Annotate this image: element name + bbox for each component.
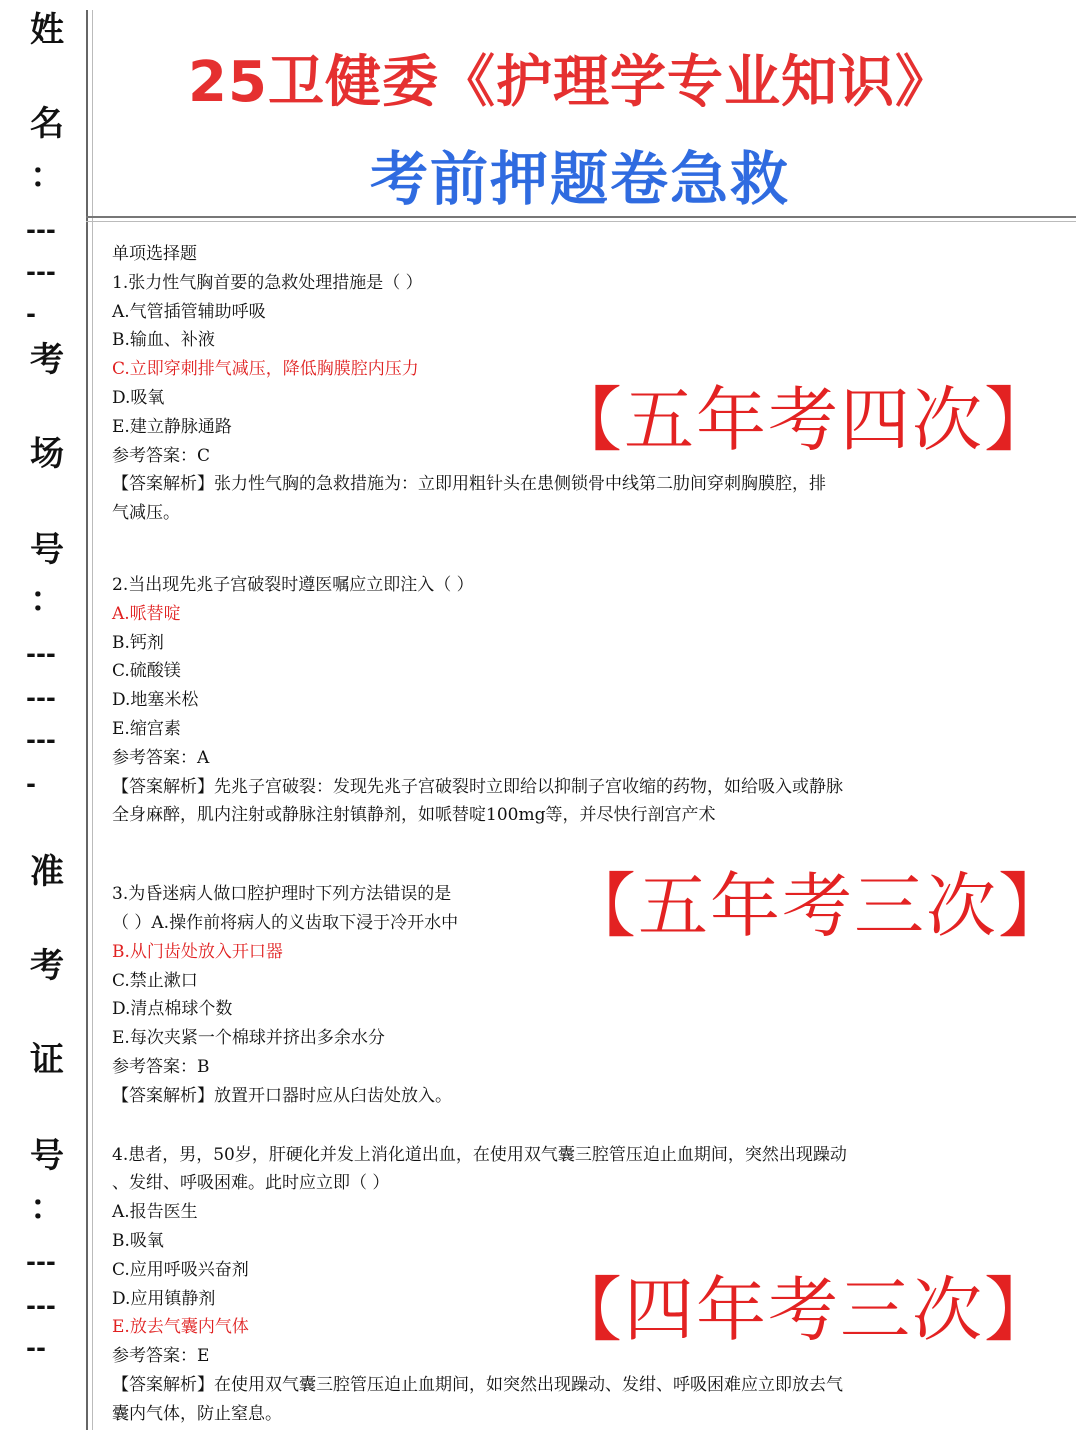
option-a: A.气管插管辅助呼吸: [112, 301, 266, 322]
frequency-stamp-1: 【五年考四次】: [552, 379, 1056, 461]
ticket-label-char: 号: [30, 1136, 64, 1176]
option-b: B.钙剂: [112, 632, 164, 653]
blank-line: ---: [26, 684, 56, 712]
blank-line: ---: [26, 640, 56, 668]
ticket-label-char: ：: [30, 1188, 64, 1228]
ticket-label-char: 准: [30, 852, 64, 892]
option-c: C.禁止漱口: [112, 970, 198, 991]
option-b-correct: B.从门齿处放入开口器: [112, 941, 283, 962]
option-a-correct: A.哌替啶: [112, 603, 181, 624]
blank-line: ---: [26, 726, 56, 754]
ticket-label-char: 证: [30, 1040, 64, 1080]
question-stem-cont: （ ）A.操作前将病人的义齿取下浸于冷开水中: [112, 912, 459, 933]
header-divider: [86, 216, 1076, 218]
binding-strip: [0, 0, 80, 1440]
ticket-label-char: 考: [30, 946, 64, 986]
question-stem: 2.当出现先兆子宫破裂时遵医嘱应立即注入（ ）: [112, 574, 474, 595]
name-label-char: ：: [30, 156, 64, 196]
reference-answer: 参考答案：C: [112, 445, 211, 466]
name-label-char: 姓: [30, 10, 64, 50]
blank-line: -: [26, 770, 36, 798]
option-c: C.硫酸镁: [112, 661, 181, 682]
option-d: D.吸氧: [112, 387, 165, 408]
question-stem: 4.患者，男，50岁，肝硬化并发上消化道出血，在使用双气囊三腔管压迫止血期间，突然出现躁动: [112, 1144, 847, 1165]
exam-room-label-char: 考: [30, 340, 64, 380]
answer-analysis: 【答案解析】放置开口器时应从臼齿处放入。: [112, 1085, 452, 1106]
page-subtitle: 考前押题卷急救: [369, 145, 790, 213]
blank-line: --: [26, 1334, 46, 1362]
answer-analysis: 【答案解析】先兆子宫破裂：发现先兆子宫破裂时立即给以抑制子宫收缩的药物，如给吸入或静脉: [112, 776, 843, 797]
question-2: [112, 571, 932, 830]
option-a: A.报告医生: [112, 1202, 198, 1223]
option-e: E.缩宫素: [112, 718, 181, 739]
answer-analysis-cont: 囊内气体，防止窒息。: [112, 1403, 282, 1424]
reference-answer: 参考答案：A: [112, 747, 210, 768]
section-heading: 单项选择题: [112, 244, 197, 264]
blank-line: ---: [26, 1248, 56, 1276]
option-e-correct: E.放去气囊内气体: [112, 1317, 249, 1338]
question-stem-cont: 、发绀、呼吸困难。此时应立即（ ）: [112, 1173, 390, 1194]
answer-analysis-cont: 全身麻醉，肌内注射或静脉注射镇静剂，如哌替啶100mg等，并尽快行剖宫产术: [112, 805, 716, 826]
option-d: D.地塞米松: [112, 690, 199, 711]
page-title: 25卫健委《护理学专业知识》: [188, 50, 952, 115]
exam-room-label-char: 号: [30, 530, 64, 570]
header-divider-thin: [86, 221, 1076, 222]
option-e: E.每次夹紧一个棉球并挤出多余水分: [112, 1028, 385, 1049]
option-d: D.清点棉球个数: [112, 999, 233, 1020]
reference-answer: 参考答案：B: [112, 1056, 210, 1077]
binding-divider-thin: [92, 10, 93, 1430]
option-c-correct: C.立即穿刺排气减压，降低胸膜腔内压力: [112, 359, 419, 380]
answer-analysis: 【答案解析】在使用双气囊三腔管压迫止血期间，如突然出现躁动、发绀、呼吸困难应立即放去气: [112, 1374, 843, 1395]
frequency-stamp-3: 【四年考三次】: [552, 1269, 1056, 1351]
option-c: C.应用呼吸兴奋剂: [112, 1259, 249, 1280]
question-stem: 3.为昏迷病人做口腔护理时下列方法错误的是: [112, 884, 452, 905]
reference-answer: 参考答案：E: [112, 1346, 210, 1367]
option-d: D.应用镇静剂: [112, 1288, 216, 1309]
option-e: E.建立静脉通路: [112, 416, 232, 437]
question-stem: 1.张力性气胸首要的急救处理措施是（ ）: [112, 272, 423, 293]
answer-analysis: 【答案解析】张力性气胸的急救措施为：立即用粗针头在患侧锁骨中线第二肋间穿刺胸膜腔，排: [112, 474, 826, 495]
blank-line: -: [26, 300, 36, 328]
frequency-stamp-2: 【五年考三次】: [566, 865, 1070, 947]
option-b: B.吸氧: [112, 1230, 164, 1251]
exam-room-label-char: ：: [30, 580, 64, 620]
blank-line: ---: [26, 258, 56, 286]
exam-room-label-char: 场: [30, 434, 64, 474]
blank-line: ---: [26, 1292, 56, 1320]
option-b: B.输血、补液: [112, 330, 215, 351]
binding-divider: [86, 10, 88, 1430]
answer-analysis-cont: 气减压。: [112, 503, 180, 524]
name-label-char: 名: [30, 104, 64, 144]
blank-line: ---: [26, 216, 56, 244]
